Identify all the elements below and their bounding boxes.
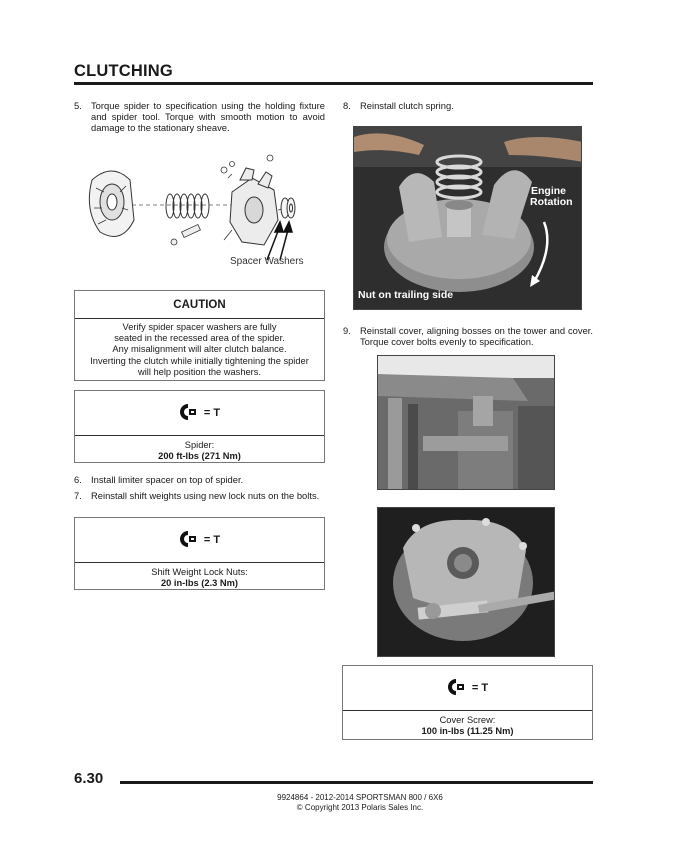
step-6 (74, 474, 325, 485)
torque-spec-box-cover-screw (342, 665, 593, 740)
spacer-washers-label: Spacer Washers (230, 256, 304, 267)
torque-spec-value: 200 ft-lbs (271 Nm) (158, 451, 241, 461)
torque-spec-name: Spider: (184, 440, 215, 450)
caution-line: seated in the recessed area of the spider. (114, 333, 285, 344)
step-text: Torque spider to specification using the holding fixture and spider tool. Torque with smooth motion to avoid damage to the stationary sheave. (91, 100, 325, 134)
torque-spec-value: 100 in-lbs (11.25 Nm) (421, 726, 514, 736)
step-number: 6. (74, 474, 82, 485)
torque-spec-value: 20 in-lbs (2.3 Nm) (161, 578, 238, 588)
title-rule (74, 82, 593, 85)
step-number: 9. (343, 325, 351, 336)
footer-copyright: © Copyright 2013 Polaris Sales Inc. (296, 803, 424, 812)
torque-wrench-icon (447, 678, 467, 699)
caution-line: Inverting the clutch while initially tightening the spider (90, 355, 309, 366)
torque-symbol-text: = T (203, 534, 221, 546)
caution-line: Verify spider spacer washers are fully (122, 322, 277, 332)
torque-spec-name: Cover Screw: (439, 715, 496, 725)
engine-rotation-label-1: Engine (531, 185, 567, 197)
step-number: 8. (343, 100, 351, 111)
footer-doc-line: 9924864 - 2012-2014 SPORTSMAN 800 / 6X6 (277, 793, 443, 802)
step-8 (343, 100, 593, 111)
caution-body (75, 319, 324, 378)
step-text: Reinstall shift weights using new lock nuts on the bolts. (91, 490, 320, 501)
step-5 (74, 100, 325, 134)
step-number: 7. (74, 490, 82, 501)
torque-spec-box-spider (74, 390, 325, 463)
step-9 (343, 325, 593, 347)
torque-wrench-icon (179, 403, 199, 424)
torque-symbol-text: = T (203, 407, 221, 419)
clutch-spring-photo (353, 126, 582, 310)
cover-alignment-photo (377, 355, 555, 490)
step-text: Install limiter spacer on top of spider. (91, 474, 244, 485)
torque-wrench-icon (179, 530, 199, 551)
footer-rule (120, 781, 593, 784)
caution-line: will help position the washers. (138, 366, 261, 377)
caution-line: Any misalignment will alter clutch balance. (112, 344, 287, 355)
step-text: Reinstall cover, aligning bosses on the tower and cover. Torque cover bolts evenly to specification. (360, 325, 593, 348)
caution-box (74, 290, 325, 381)
page-number: 6.30 (74, 770, 104, 787)
torque-symbol-text: = T (471, 682, 489, 694)
step-number: 5. (74, 100, 82, 111)
spider-exploded-diagram (82, 150, 322, 275)
cover-torque-photo (377, 507, 555, 657)
torque-spec-box-shift-weight (74, 517, 325, 590)
engine-rotation-label-2: Rotation (530, 196, 573, 208)
step-7 (74, 490, 325, 501)
nut-trailing-side-label: Nut on trailing side (358, 289, 454, 301)
step-text: Reinstall clutch spring. (360, 100, 454, 111)
torque-spec-name: Shift Weight Lock Nuts: (151, 567, 248, 577)
caution-heading: CAUTION (75, 291, 324, 319)
section-title: CLUTCHING (74, 62, 173, 80)
